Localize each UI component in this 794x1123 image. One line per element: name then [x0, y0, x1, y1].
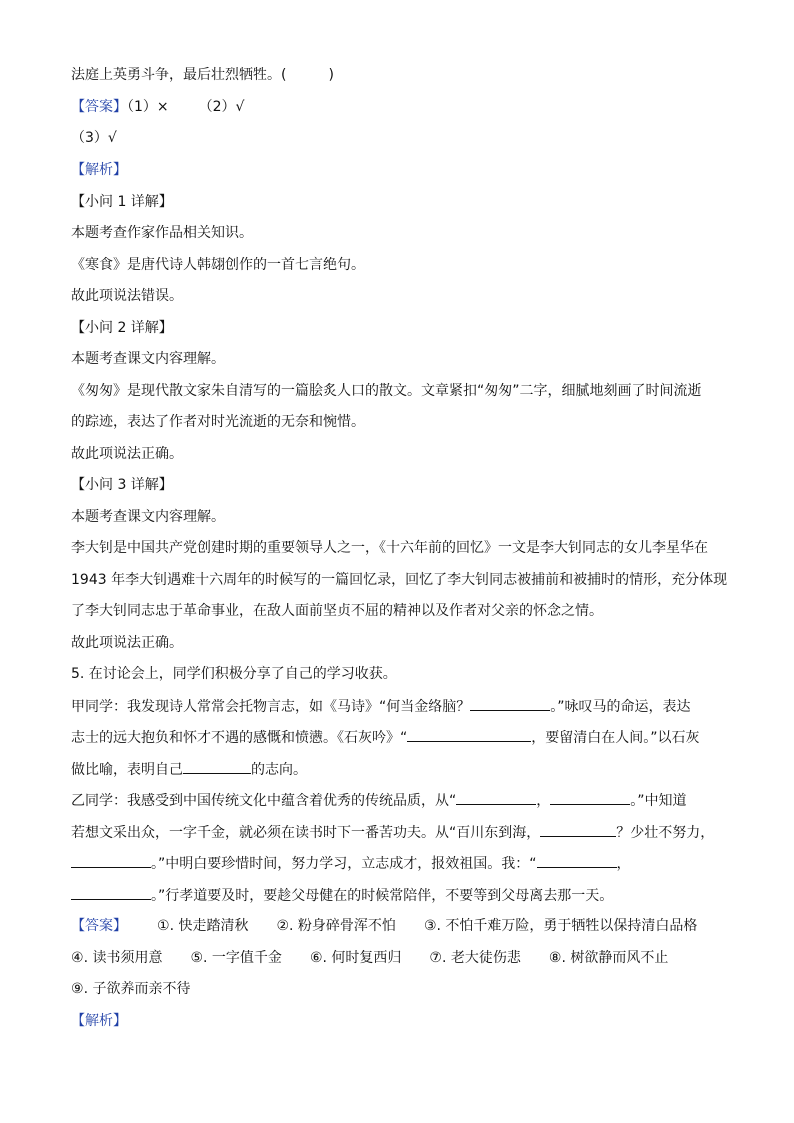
text-segment: ， [536, 793, 551, 809]
answer-row [71, 948, 668, 968]
answer-blank [407, 727, 531, 742]
text-segment: 乙同学：我感受到中国传统文化中蕴含着优秀的传统品质，从“ [71, 793, 457, 809]
answer-2: （2）√ [198, 99, 245, 115]
question-5: 5. 在讨论会上，同学们积极分享了自己的学习收获。 [71, 666, 397, 682]
answer-label: 【答案】 [71, 99, 127, 115]
answer-item: ②. 粉身碎骨浑不怕 [276, 918, 396, 934]
answer-item: ⑥. 何时复西归 [309, 950, 402, 966]
text-line: 的踪迹，表达了作者对时光流逝的无奈和惋惜。 [71, 414, 365, 430]
answer-label: 【答案】 [71, 918, 127, 934]
text-segment: 。”咏叹马的命运，表达 [550, 699, 691, 715]
answer-row [71, 916, 697, 936]
text-segment: ， [616, 856, 631, 872]
fill-line [71, 885, 613, 906]
section-heading: 【小问 2 详解】 [71, 320, 173, 336]
text-segment: ？少壮不努力， [616, 825, 715, 841]
answer-blank [470, 696, 550, 711]
text-segment: 。”中知道 [630, 793, 687, 809]
answer-item: ③. 不怕千难万险，勇于牺牲以保持清白品格 [423, 918, 698, 934]
text-line: 《寒食》是唐代诗人韩翃创作的一首七言绝句。 [71, 257, 365, 273]
fill-line [71, 853, 631, 874]
text-segment: 甲同学：我发现诗人常常会托物言志，如《马诗》“何当金络脑？ [71, 699, 471, 715]
text-line: 故此项说法正确。 [71, 446, 183, 462]
answer-item: ④. 读书须用意 [71, 950, 163, 966]
text-segment: ，要留清白在人间。”以石灰 [531, 730, 700, 746]
text-segment: 。”行孝道要及时，要趁父母健在的时候常陪伴，不要等到父母离去那一天。 [151, 888, 614, 904]
answer-item: ⑨. 子欲养而亲不待 [71, 981, 191, 997]
analysis-label: 【解析】 [71, 162, 127, 178]
answer-blank [71, 853, 151, 868]
answer-item: ⑤. 一字值千金 [190, 950, 282, 966]
answer-blank [537, 853, 617, 868]
fill-line [71, 822, 714, 843]
text-segment: 若想文采出众，一字千金，就必须在读书时下一番苦功夫。从“百川东到海， [71, 825, 541, 841]
answer-blank [456, 790, 536, 805]
answer-line [71, 97, 244, 117]
text-segment: 的志向。 [251, 762, 307, 778]
answer-blank [71, 885, 151, 900]
text-line: 1943 年李大钊遇难十六周年的时候写的一篇回忆录，回忆了李大钊同志被捕前和被捕时的情形，充分体现 [71, 572, 728, 588]
text-segment: 做比喻，表明自己 [71, 762, 183, 778]
answer-row [71, 979, 190, 999]
text-line: 本题考查课文内容理解。 [71, 509, 225, 525]
text-line: 故此项说法错误。 [71, 288, 183, 304]
text-line: 本题考查作家作品相关知识。 [71, 225, 253, 241]
analysis-label: 【解析】 [71, 1013, 127, 1029]
text-line: 了李大钊同志忠于革命事业，在敌人面前坚贞不屈的精神以及作者对父亲的怀念之情。 [71, 603, 603, 619]
answer-1: （1）× [127, 99, 169, 115]
fill-line [71, 727, 700, 748]
text-line: 故此项说法正确。 [71, 635, 183, 651]
text-line: 法庭上英勇斗争，最后壮烈牺牲。( ) [71, 67, 334, 83]
fill-line [71, 759, 307, 780]
answer-item: ⑦. 老大徒伤悲 [429, 950, 521, 966]
text-line: 本题考查课文内容理解。 [71, 351, 225, 367]
answer-3: （3）√ [71, 130, 117, 146]
text-segment: 。”中明白要珍惜时间，努力学习，立志成才，报效祖国。我：“ [151, 856, 537, 872]
text-line: 《匆匆》是现代散文家朱自清写的一篇脍炙人口的散文。文章紧扣“匆匆”二字，细腻地刻画了时间流逝 [71, 383, 702, 399]
answer-blank [183, 759, 251, 774]
fill-line [71, 696, 691, 717]
section-heading: 【小问 3 详解】 [71, 477, 173, 493]
text-segment: 志士的远大抱负和怀才不遇的感慨和愤懑。《石灰吟》“ [71, 730, 408, 746]
fill-line [71, 790, 687, 811]
section-heading: 【小问 1 详解】 [71, 194, 173, 210]
answer-item: ⑧. 树欲静而风不止 [548, 950, 669, 966]
answer-blank [550, 790, 630, 805]
answer-blank [540, 822, 616, 837]
answer-item: ①. 快走踏清秋 [157, 918, 249, 934]
text-line: 李大钊是中国共产党创建时期的重要领导人之一，《十六年前的回忆》一文是李大钊同志的女儿李星华在 [71, 540, 708, 556]
